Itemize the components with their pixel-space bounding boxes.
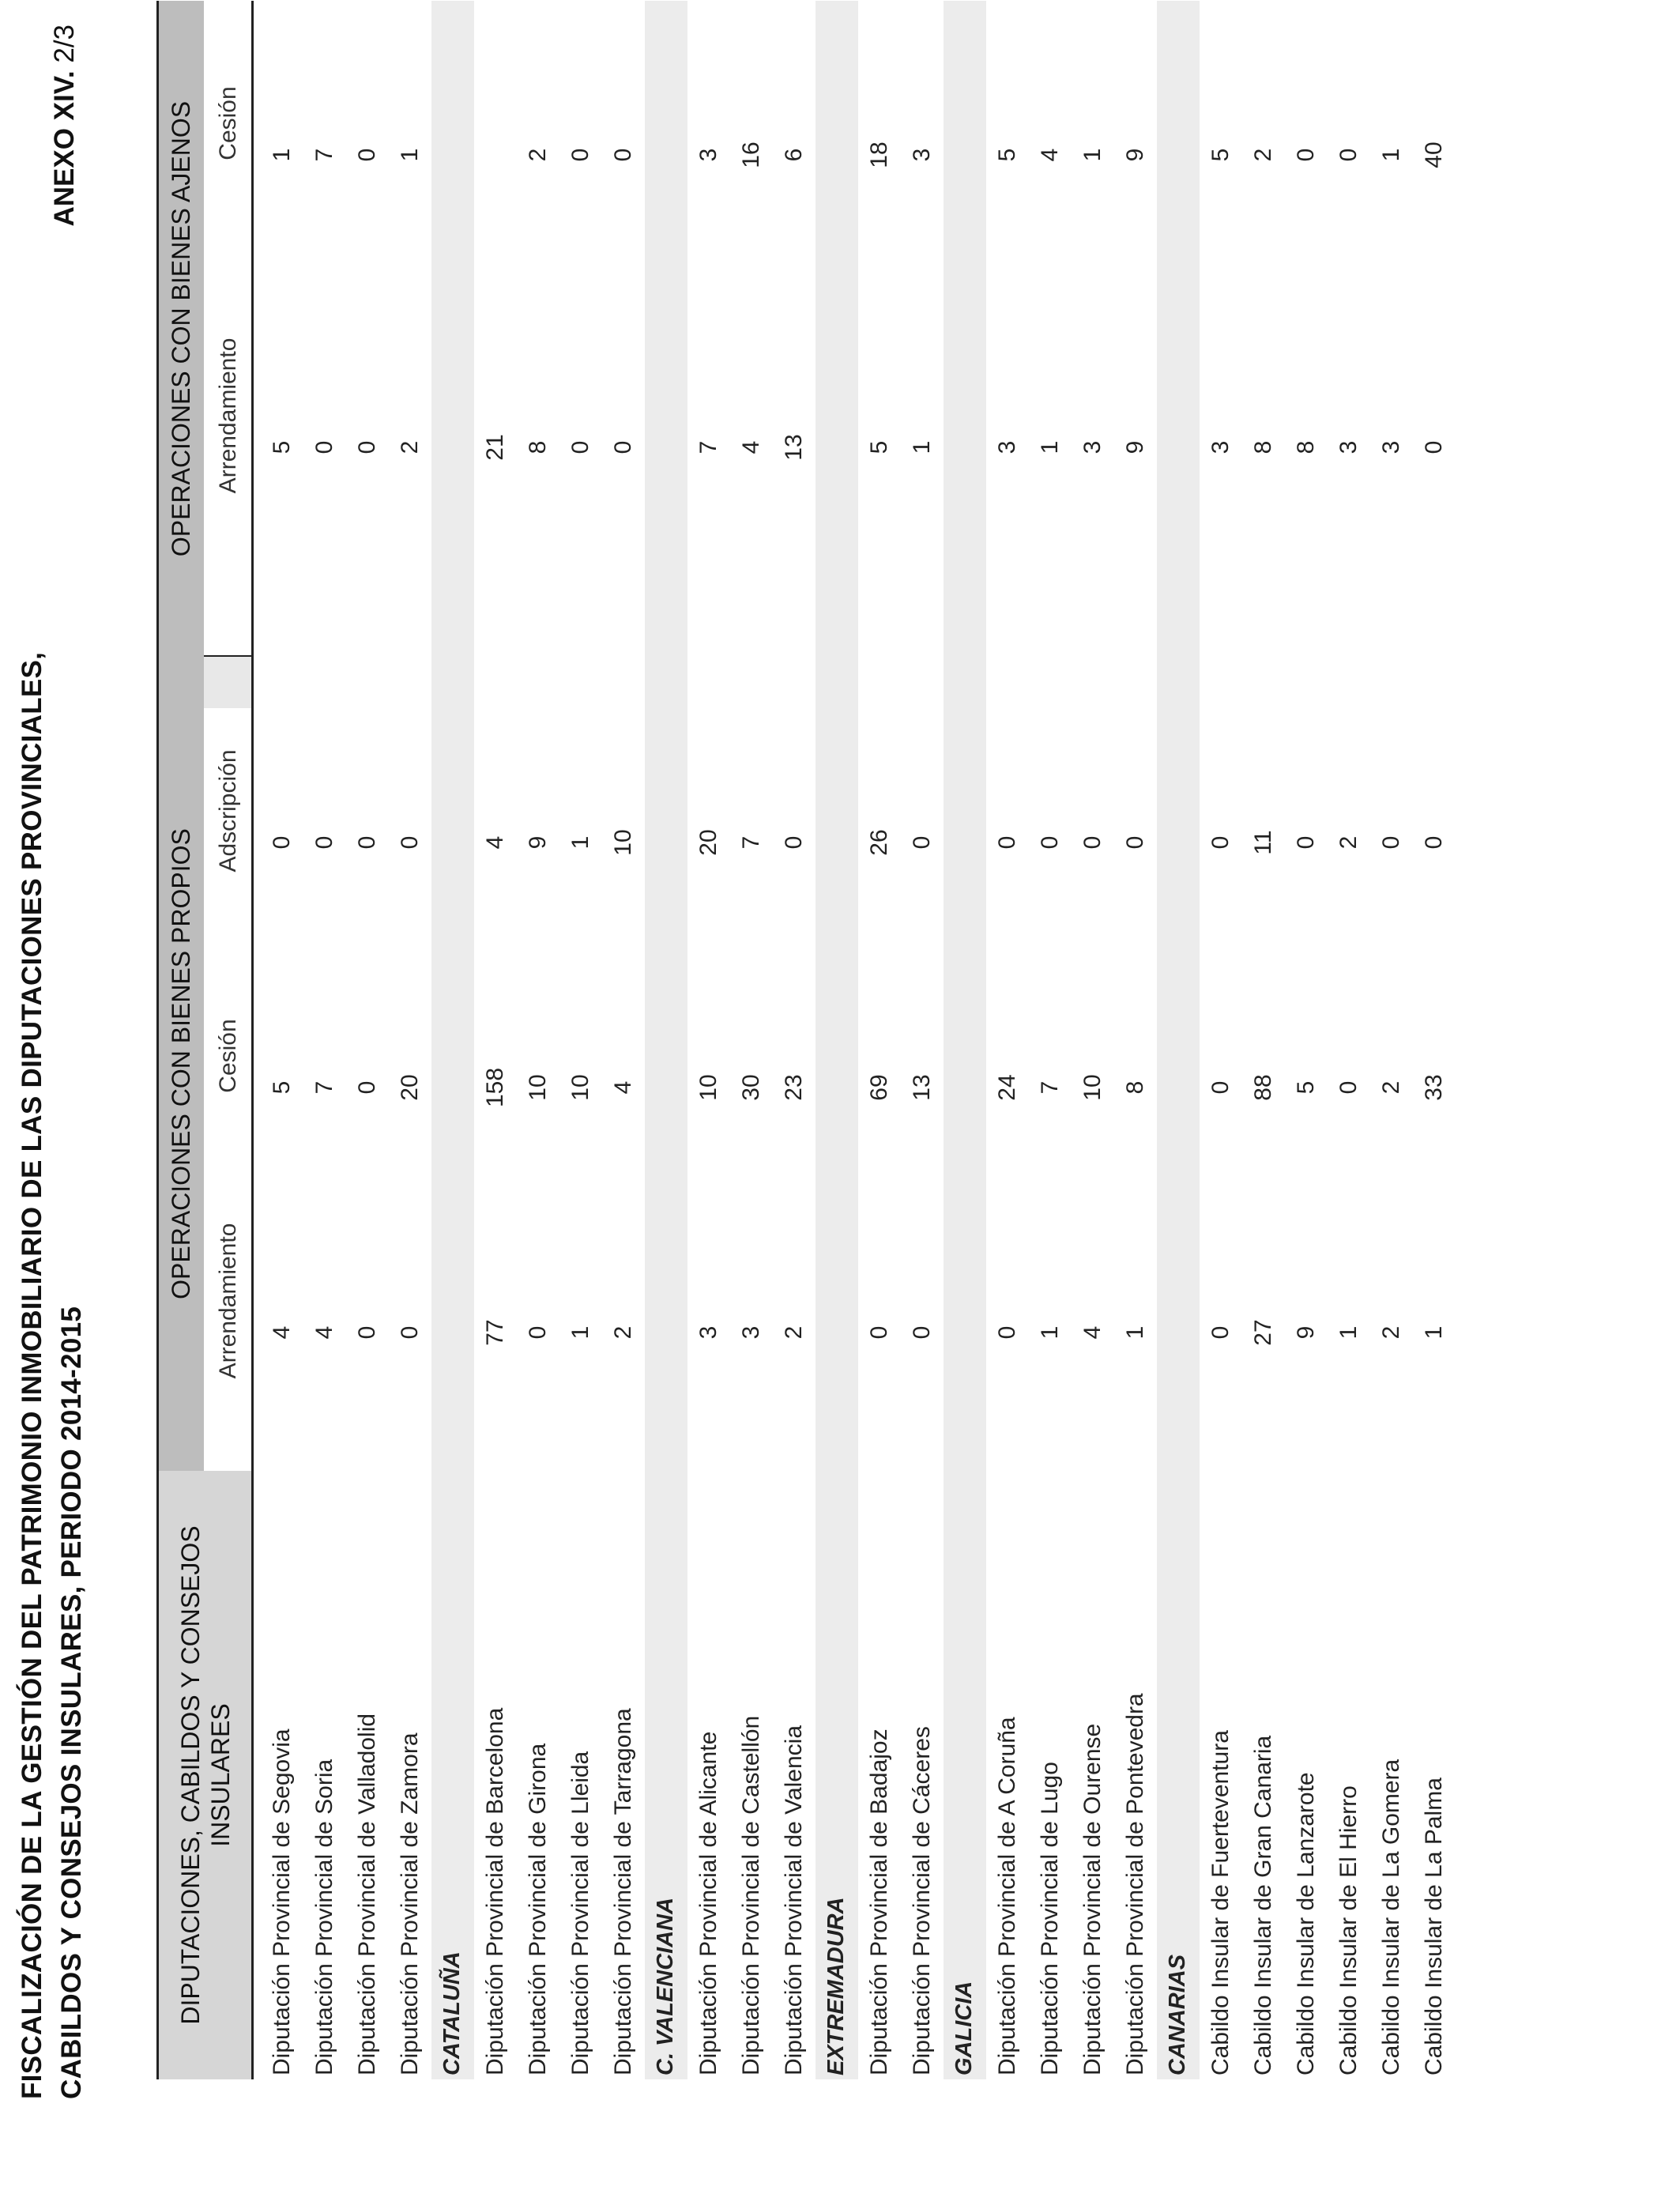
value-cell: 40 [1421, 141, 1447, 168]
value-cell: 2 [397, 440, 423, 454]
value-cell: 0 [1421, 440, 1447, 454]
title-line-2: CABILDOS Y CONSEJOS INSULARES, PERIODO 2014-2015 [56, 1306, 87, 2099]
value-cell: 5 [1207, 148, 1234, 162]
entity-name: Diputación Provincial de Girona [525, 1743, 551, 2075]
value-cell: 4 [1037, 148, 1063, 162]
value-cell: 21 [482, 434, 508, 461]
entity-name: Diputación Provincial de Zamora [397, 1732, 423, 2075]
header-bottom-rule [251, 1, 254, 2079]
value-cell: 158 [482, 1067, 508, 1108]
value-cell: 30 [738, 1074, 764, 1101]
value-cell: 11 [1250, 830, 1276, 855]
section-heading: CATALUÑA [439, 1951, 465, 2075]
value-cell: 16 [738, 141, 764, 168]
value-cell: 88 [1250, 1074, 1276, 1101]
value-cell: 0 [1421, 835, 1447, 850]
section-heading: CANARIAS [1165, 1954, 1190, 2075]
value-cell: 8 [525, 440, 551, 454]
entity-name: Cabildo Insular de La Palma [1421, 1777, 1447, 2075]
entity-name: Diputación Provincial de Soria [311, 1759, 337, 2075]
value-cell: 0 [909, 1325, 935, 1340]
value-cell: 0 [525, 1325, 551, 1340]
entity-name: Cabildo Insular de Fuerteventura [1207, 1730, 1234, 2075]
value-cell: 4 [738, 440, 764, 454]
value-cell: 5 [1293, 1080, 1319, 1095]
value-cell: 0 [269, 835, 295, 850]
entity-name: Diputación Provincial de Castellón [738, 1715, 764, 2075]
value-cell: 2 [1378, 1080, 1404, 1095]
value-cell: 9 [1122, 440, 1148, 454]
value-cell: 0 [354, 835, 380, 850]
section-heading: GALICIA [951, 1981, 977, 2075]
value-cell: 0 [311, 440, 337, 454]
value-cell: 1 [909, 440, 935, 454]
value-cell: 0 [354, 1080, 380, 1095]
entity-name: Cabildo Insular de El Hierro [1335, 1785, 1362, 2075]
value-cell: 0 [354, 148, 380, 162]
entity-name: Cabildo Insular de Gran Canaria [1250, 1735, 1276, 2075]
col-other-arrendamiento: Arrendamiento [215, 337, 241, 494]
col-own-adscripcion: Adscripción [215, 749, 241, 873]
own-assets-group-header: OPERACIONES CON BIENES PROPIOS [158, 657, 204, 1471]
value-cell: 7 [1037, 1080, 1063, 1095]
value-cell: 27 [1250, 1319, 1276, 1346]
value-cell: 8 [1122, 1080, 1148, 1095]
value-cell: 5 [994, 148, 1020, 162]
value-cell: 3 [1079, 440, 1106, 454]
value-cell: 0 [1293, 148, 1319, 162]
value-cell: 4 [610, 1080, 636, 1095]
value-cell: 10 [525, 1074, 551, 1101]
title-line-1: FISCALIZACIÓN DE LA GESTIÓN DEL PATRIMONIO INMOBILIARIO DE LAS DIPUTACIONES PROVINCIALES, [17, 651, 47, 2099]
value-cell: 0 [1079, 835, 1106, 850]
section-band [944, 1, 986, 2079]
value-cell: 0 [1122, 835, 1148, 850]
entity-name: Diputación Provincial de Lleida [567, 1751, 593, 2075]
value-cell: 13 [781, 434, 807, 461]
value-cell: 20 [397, 1074, 423, 1101]
value-cell: 4 [1079, 1325, 1106, 1340]
value-cell: 18 [866, 141, 892, 168]
value-cell: 3 [994, 440, 1020, 454]
value-cell: 0 [1207, 1080, 1234, 1095]
value-cell: 3 [1207, 440, 1234, 454]
value-cell: 0 [781, 835, 807, 850]
value-cell: 0 [354, 1325, 380, 1340]
document-title [13, 652, 92, 2099]
value-cell: 1 [1378, 148, 1404, 162]
value-cell: 13 [909, 1074, 935, 1101]
value-cell: 7 [738, 835, 764, 850]
value-cell: 4 [311, 1325, 337, 1340]
annex-bold: ANEXO XIV. [49, 70, 80, 227]
value-cell: 0 [1293, 835, 1319, 850]
value-cell: 3 [1378, 440, 1404, 454]
entity-name: Diputación Provincial de Pontevedra [1122, 1693, 1148, 2075]
value-cell: 1 [567, 1325, 593, 1340]
entity-name: Diputación Provincial de Lugo [1037, 1762, 1063, 2075]
value-cell: 9 [1122, 148, 1148, 162]
value-cell: 10 [567, 1074, 593, 1101]
value-cell: 0 [311, 835, 337, 850]
value-cell: 2 [525, 148, 551, 162]
value-cell: 1 [397, 148, 423, 162]
section-band [431, 1, 474, 2079]
annex-number: 2/3 [49, 25, 80, 63]
value-cell: 3 [695, 148, 721, 162]
value-cell: 2 [781, 1325, 807, 1340]
value-cell: 9 [1293, 1325, 1319, 1340]
entity-name: Diputación Provincial de Valencia [781, 1725, 807, 2075]
value-cell: 8 [1293, 440, 1319, 454]
col-own-cesion: Cesión [215, 1019, 241, 1093]
entity-name: Diputación Provincial de Alicante [695, 1731, 721, 2075]
value-cell: 1 [1335, 1325, 1362, 1340]
entity-header-line-1: DIPUTACIONES, CABILDOS Y CONSEJOS [176, 1525, 205, 2025]
entity-name: Diputación Provincial de A Coruña [994, 1717, 1020, 2075]
entity-name: Diputación Provincial de Barcelona [482, 1707, 508, 2075]
value-cell: 3 [1335, 440, 1362, 454]
value-cell: 1 [1122, 1325, 1148, 1340]
value-cell: 0 [1335, 1080, 1362, 1095]
value-cell: 0 [994, 1325, 1020, 1340]
entity-name: Diputación Provincial de Cáceres [909, 1726, 935, 2075]
value-cell: 9 [525, 835, 551, 850]
entity-name: Cabildo Insular de Lanzarote [1293, 1772, 1319, 2075]
value-cell: 69 [866, 1074, 892, 1101]
value-cell: 10 [695, 1074, 721, 1101]
value-cell: 0 [610, 440, 636, 454]
entity-header-line-2: INSULARES [206, 1703, 235, 1847]
value-cell: 7 [311, 1080, 337, 1095]
value-cell: 1 [1037, 440, 1063, 454]
value-cell: 0 [1207, 835, 1234, 850]
entity-name: Cabildo Insular de La Gomera [1378, 1759, 1404, 2075]
value-cell: 0 [1335, 148, 1362, 162]
value-cell: 0 [909, 835, 935, 850]
col-other-cesion: Cesión [215, 86, 241, 160]
header-gap [204, 657, 253, 708]
value-cell: 8 [1250, 440, 1276, 454]
value-cell: 26 [866, 829, 892, 856]
value-cell: 5 [269, 1080, 295, 1095]
value-cell: 33 [1421, 1074, 1447, 1101]
col-own-arrendamiento: Arrendamiento [215, 1223, 241, 1379]
entity-name: Diputación Provincial de Badajoz [866, 1728, 892, 2075]
value-cell: 20 [695, 829, 721, 856]
value-cell: 23 [781, 1074, 807, 1101]
value-cell: 24 [994, 1074, 1020, 1101]
entity-name: Diputación Provincial de Valladolid [354, 1713, 380, 2075]
value-cell: 2 [1378, 1325, 1404, 1340]
value-cell: 2 [1335, 835, 1362, 850]
value-cell: 0 [610, 148, 636, 162]
value-cell: 0 [567, 440, 593, 454]
value-cell: 1 [1421, 1325, 1447, 1340]
entity-name: Diputación Provincial de Segovia [269, 1728, 295, 2075]
top-rule [156, 1, 159, 2079]
value-cell: 5 [269, 440, 295, 454]
value-cell: 1 [1037, 1325, 1063, 1340]
value-cell: 0 [1378, 835, 1404, 850]
value-cell: 2 [610, 1325, 636, 1340]
annex-label [49, 25, 81, 341]
value-cell: 3 [738, 1325, 764, 1340]
value-cell: 0 [1037, 835, 1063, 850]
value-cell: 1 [269, 148, 295, 162]
other-assets-group-header: OPERACIONES CON BIENES AJENOS [158, 1, 204, 657]
value-cell: 4 [269, 1325, 295, 1340]
section-heading: EXTREMADURA [823, 1897, 849, 2075]
section-band [645, 1, 687, 2079]
value-cell: 77 [482, 1319, 508, 1346]
value-cell: 0 [866, 1325, 892, 1340]
value-cell: 0 [1207, 1325, 1234, 1340]
value-cell: 10 [610, 829, 636, 856]
value-cell: 1 [1079, 148, 1106, 162]
section-heading: C. VALENCIANA [653, 1897, 678, 2075]
value-cell: 3 [695, 1325, 721, 1340]
section-band [816, 1, 858, 2079]
value-cell: 4 [482, 835, 508, 850]
value-cell: 1 [567, 835, 593, 850]
section-band [1157, 1, 1200, 2079]
value-cell: 3 [909, 148, 935, 162]
header-divider [204, 655, 253, 657]
value-cell: 0 [354, 440, 380, 454]
entity-name: Diputación Provincial de Tarragona [610, 1708, 636, 2075]
entity-name: Diputación Provincial de Ourense [1079, 1723, 1106, 2075]
value-cell: 6 [781, 148, 807, 162]
value-cell: 0 [994, 835, 1020, 850]
value-cell: 0 [397, 1325, 423, 1340]
value-cell: 10 [1079, 1074, 1106, 1101]
value-cell: 0 [567, 148, 593, 162]
value-cell: 0 [397, 835, 423, 850]
value-cell: 5 [866, 440, 892, 454]
value-cell: 7 [695, 440, 721, 454]
entity-column-header [158, 1471, 253, 2079]
value-cell: 2 [1250, 148, 1276, 162]
value-cell: 7 [311, 148, 337, 162]
